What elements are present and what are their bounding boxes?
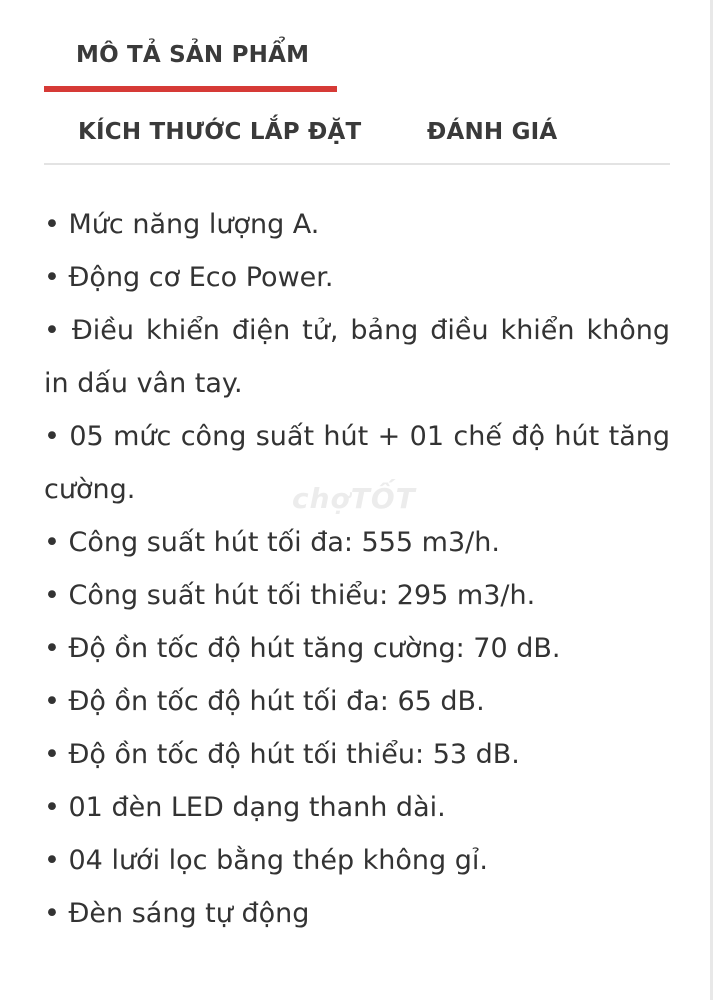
- product-tabs: [44, 0, 670, 166]
- tab-review[interactable]: ĐÁNH GIÁ: [427, 119, 558, 145]
- spec-item: • 01 đèn LED dạng thanh dài.: [44, 792, 446, 823]
- spec-item: • Độ ồn tốc độ hút tối thiểu: 53 dB.: [44, 739, 520, 770]
- tab-product-description[interactable]: MÔ TẢ SẢN PHẨM: [76, 42, 310, 68]
- spec-item: • Công suất hút tối thiểu: 295 m3/h.: [44, 580, 536, 611]
- spec-item: • Mức năng lượng A.: [44, 209, 320, 240]
- spec-item: • Độ ồn tốc độ hút tăng cường: 70 dB.: [44, 633, 561, 664]
- spec-item: • Điều khiển điện tử, bảng điều khiển không in dấu vân tay.: [44, 315, 670, 399]
- active-tab-indicator: [44, 86, 337, 92]
- spec-item: • 04 lưới lọc bằng thép không gỉ.: [44, 845, 488, 876]
- spec-item: • 05 mức công suất hút + 01 chế độ hút tăng cường.: [44, 421, 670, 505]
- spec-item: • Đèn sáng tự động: [44, 898, 310, 929]
- spec-item: • Công suất hút tối đa: 555 m3/h.: [44, 527, 500, 558]
- tabs-divider: [44, 163, 670, 165]
- spec-item: • Động cơ Eco Power.: [44, 262, 334, 293]
- spec-item: • Độ ồn tốc độ hút tối đa: 65 dB.: [44, 686, 485, 717]
- watermark-logo: chợTỐT: [292, 482, 416, 515]
- tab-install-size[interactable]: KÍCH THƯỚC LẮP ĐẶT: [78, 119, 362, 145]
- product-description-content: [44, 198, 670, 940]
